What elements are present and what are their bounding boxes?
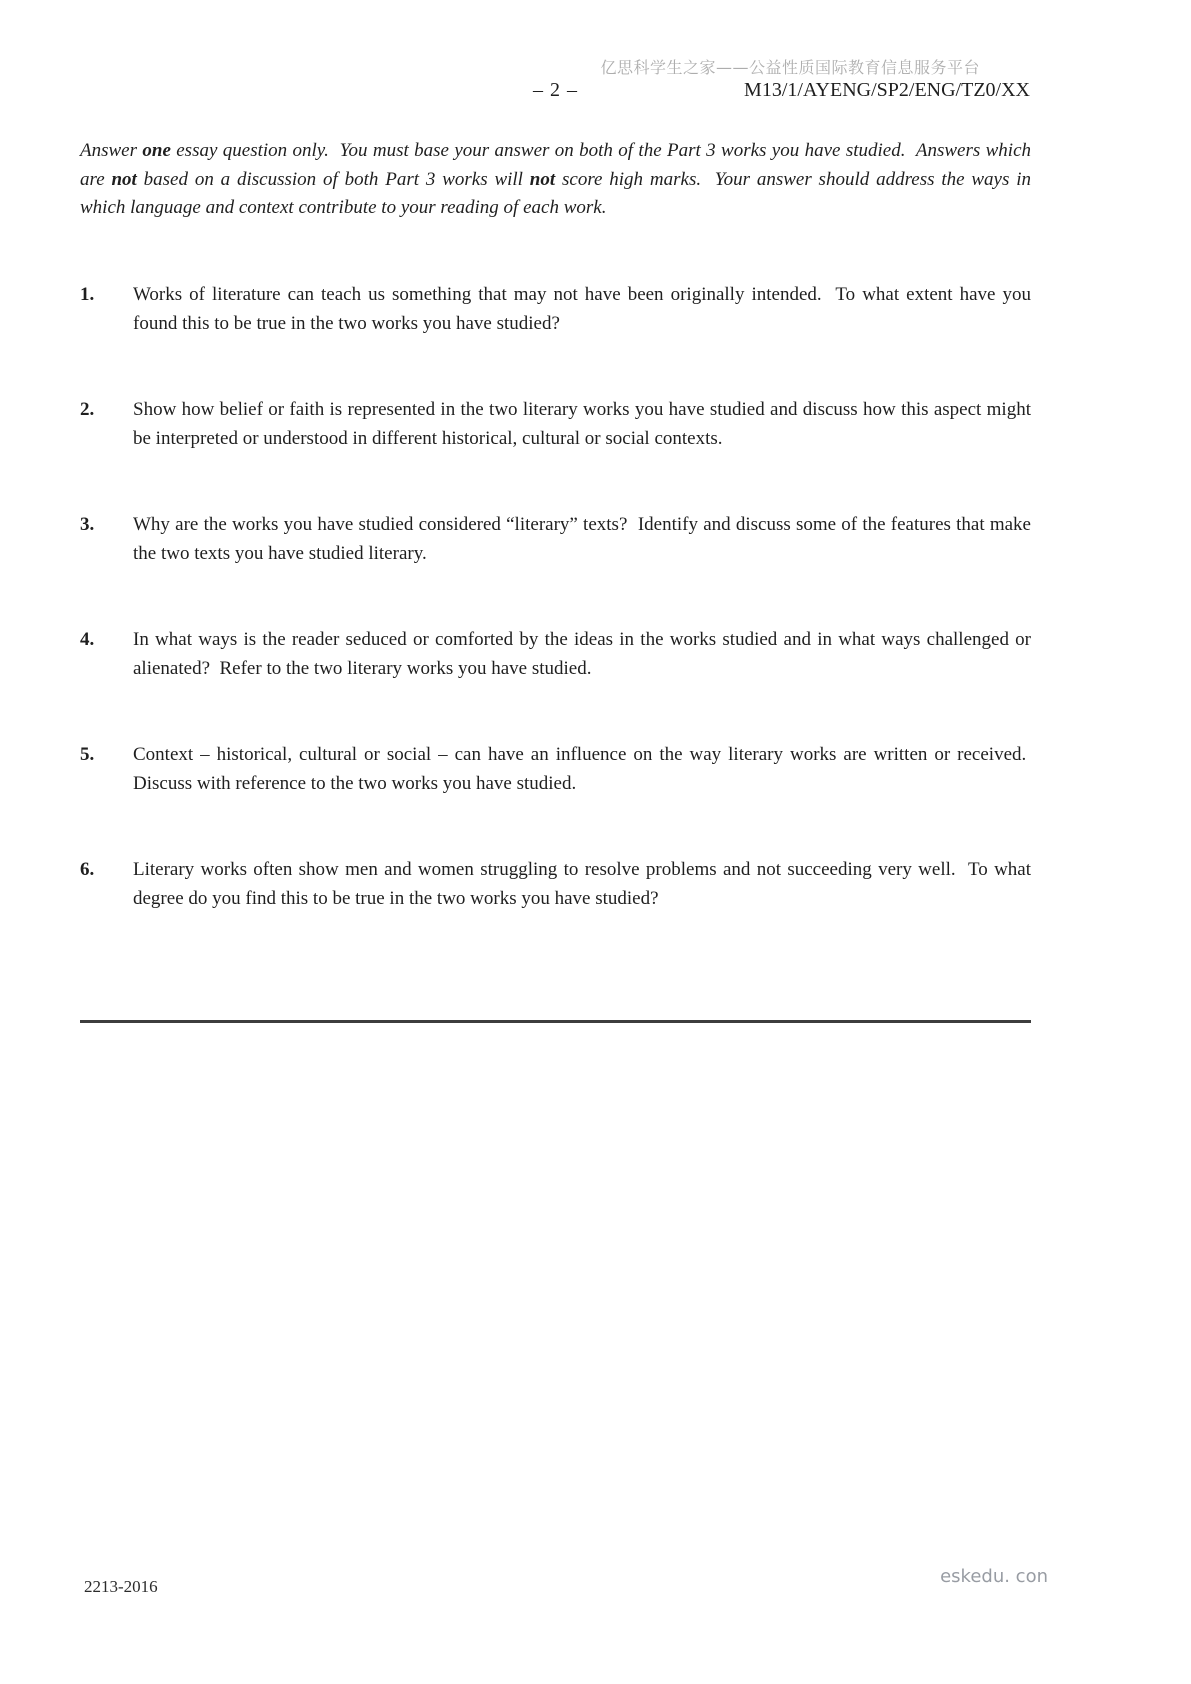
site-watermark-footer: eskedu. con bbox=[940, 1566, 1048, 1587]
question-text: Works of literature can teach us something that may not have been originally intended. To what extent have you found this to be true in the two works you have studied? bbox=[133, 284, 1031, 334]
question-number: 3. bbox=[80, 514, 95, 535]
paper-code: M13/1/AYENG/SP2/ENG/TZ0/XX bbox=[744, 79, 1030, 101]
question-text: Context – historical, cultural or social – can have an influence on the way literary works are written or received. Discuss with reference to the two works you have studied. bbox=[133, 744, 1031, 794]
question-item bbox=[80, 741, 1031, 798]
question-item bbox=[80, 396, 1031, 453]
question-number: 4. bbox=[80, 629, 95, 650]
document-code: 2213-2016 bbox=[84, 1577, 158, 1596]
footer-divider-line bbox=[80, 1020, 1031, 1023]
question-number: 2. bbox=[80, 399, 95, 420]
question-item bbox=[80, 856, 1031, 913]
question-text: Show how belief or faith is represented in the two literary works you have studied and discuss how this aspect might be interpreted or understood in different historical, cultural or social contexts. bbox=[133, 399, 1031, 449]
question-item bbox=[80, 626, 1031, 683]
question-list bbox=[80, 281, 1031, 971]
question-text: Why are the works you have studied considered “literary” texts? Identify and discuss some of the features that make the two texts you have studied literary. bbox=[133, 514, 1031, 564]
rubric-instructions: Answer one essay question only. You must base your answer on both of the Part 3 works you have studied. Answers which are not based on a discussion of both Part 3 works will not score high marks. Your answer should address the ways in which language and context contribute to your reading of each work. bbox=[80, 140, 1032, 218]
question-text: In what ways is the reader seduced or comforted by the ideas in the works studied and in what ways challenged or alienated? Refer to the two literary works you have studied. bbox=[133, 629, 1031, 679]
site-watermark: 亿思科学生之家——公益性质国际教育信息服务平台 bbox=[600, 58, 980, 77]
question-number: 5. bbox=[80, 744, 95, 765]
question-number: 6. bbox=[80, 859, 95, 880]
question-number: 1. bbox=[80, 284, 95, 305]
page-number: – 2 – bbox=[533, 79, 578, 101]
question-text: Literary works often show men and women struggling to resolve problems and not succeeding very well. To what degree do you find this to be true in the two works you have studied? bbox=[133, 859, 1031, 909]
question-item bbox=[80, 511, 1031, 568]
question-item bbox=[80, 281, 1031, 338]
